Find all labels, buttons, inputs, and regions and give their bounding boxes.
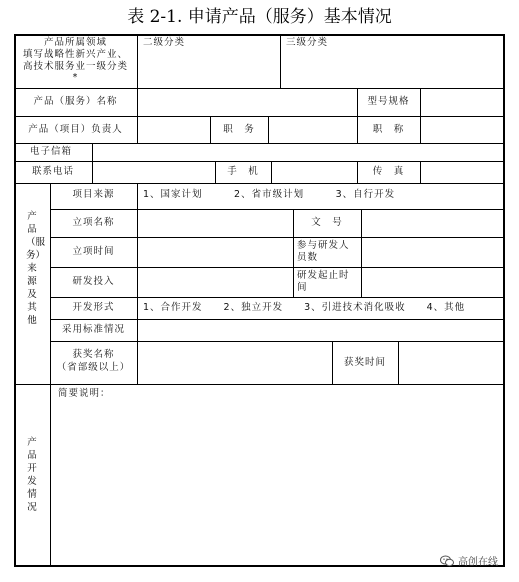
row-divider <box>14 183 505 184</box>
col-divider <box>137 297 138 319</box>
row-divider <box>50 319 505 320</box>
col-divider <box>137 34 138 88</box>
col-divider <box>137 116 138 143</box>
staff-count-label-line1: 参与研发人 <box>297 240 350 251</box>
dev-form-options: 1、合作开发 2、独立开发 3、引进技术消化吸收 4、其他 <box>143 302 466 313</box>
row-divider <box>50 209 505 210</box>
table-right-border <box>503 34 505 567</box>
wechat-icon <box>440 555 454 567</box>
col-divider <box>361 209 362 297</box>
doc-number-label: 文 号 <box>311 217 343 228</box>
project-name-label: 立项名称 <box>72 217 115 228</box>
field-label-category-line3: 高技术服务业一级分类 <box>22 61 128 72</box>
table-top-border <box>14 34 505 36</box>
standards-label: 采用标准情况 <box>61 324 125 335</box>
field-label-category-line1: 产品所属领域 <box>43 37 107 48</box>
dev-section-side-label: 产品开发情况 <box>27 437 37 513</box>
watermark-text: 高创在线 <box>458 557 498 568</box>
col-divider <box>50 183 51 565</box>
col-divider <box>137 319 138 341</box>
email-label: 电子信箱 <box>30 146 73 157</box>
col-divider <box>398 341 399 384</box>
row-divider <box>50 297 505 298</box>
awards-label-line2: （省部级以上） <box>56 362 131 373</box>
mobile-label: 手 机 <box>227 166 259 177</box>
col-divider <box>420 116 421 143</box>
col-divider <box>271 161 272 183</box>
col-divider <box>92 143 93 161</box>
row-divider <box>14 161 505 162</box>
rd-period-label-line2: 间 <box>297 282 308 293</box>
project-time-label: 立项时间 <box>72 246 115 257</box>
title-label: 职 称 <box>372 124 405 135</box>
col-divider <box>92 161 93 183</box>
staff-count-label-line2: 员数 <box>297 252 319 263</box>
row-divider <box>50 341 505 342</box>
award-time-label: 获奖时间 <box>343 357 386 368</box>
product-name-label: 产品（服务）名称 <box>33 96 118 107</box>
col-divider <box>280 34 281 88</box>
third-level-label: 三级分类 <box>286 37 329 48</box>
row-divider <box>14 384 505 385</box>
row-divider <box>50 267 505 268</box>
brief-description-label: 简要说明： <box>58 388 111 399</box>
col-divider <box>420 161 421 183</box>
dev-form-label: 开发形式 <box>72 302 115 313</box>
phone-label: 联系电话 <box>31 166 74 177</box>
project-source-options: 1、国家计划 2、省市级计划 3、自行开发 <box>143 189 396 200</box>
fax-label: 传 真 <box>372 166 405 177</box>
source-section-side-label: 产品（服务）来源及其他 <box>26 211 46 326</box>
row-divider <box>14 116 505 117</box>
col-divider <box>420 88 421 116</box>
col-divider <box>268 116 269 143</box>
table-left-border <box>14 34 16 567</box>
row-divider <box>50 237 505 238</box>
rd-period-label-line1: 研发起止时 <box>297 270 350 281</box>
row-divider <box>14 88 505 89</box>
model-spec-label: 型号规格 <box>367 96 410 107</box>
table-bottom-border <box>14 565 505 567</box>
second-level-label: 二级分类 <box>143 37 186 48</box>
watermark <box>440 553 498 568</box>
leader-label: 产品（项目）负责人 <box>28 124 123 135</box>
col-divider <box>137 209 138 297</box>
row-divider <box>14 143 505 144</box>
col-divider <box>137 341 138 384</box>
rd-investment-label: 研发投入 <box>72 276 115 287</box>
field-label-category-line4: * <box>72 72 79 83</box>
project-source-label: 项目来源 <box>72 189 115 200</box>
col-divider <box>137 183 138 209</box>
field-label-category-line2: 填写战略性新兴产业、 <box>22 49 128 60</box>
awards-label-line1: 获奖名称 <box>72 349 115 360</box>
col-divider <box>137 88 138 116</box>
page-title: 表 2-1. 申请产品（服务）基本情况 <box>127 7 392 27</box>
position-label: 职 务 <box>223 124 255 135</box>
